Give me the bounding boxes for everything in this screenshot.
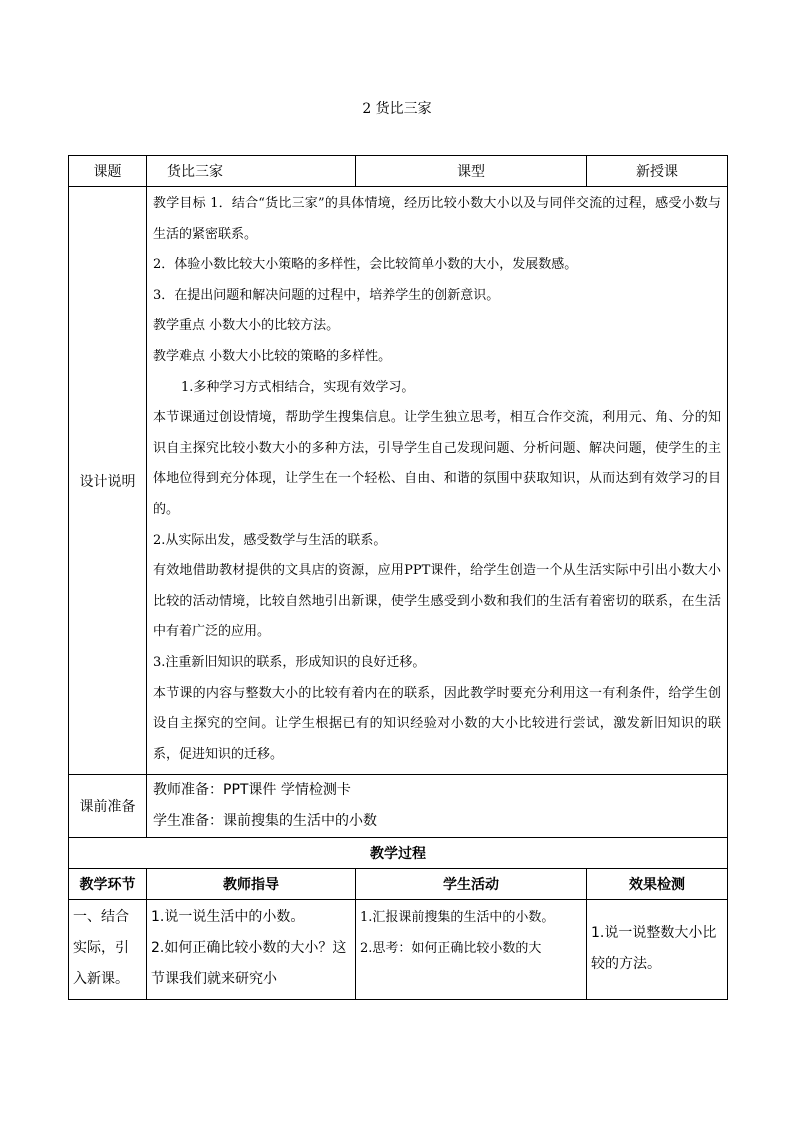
- design-line: 1.多种学习方式相结合，实现有效学习。: [181, 379, 415, 395]
- teacher-prep: 教师准备：PPT课件 学情检测卡: [153, 782, 351, 799]
- teacher-guidance-cell: [147, 900, 356, 1000]
- effect-check-cell: 1.说一说整数大小比较的方法。: [587, 900, 728, 1000]
- column-header-student: 学生活动: [356, 869, 587, 900]
- design-content: [147, 187, 728, 775]
- design-line: 有效地借助教材提供的文具店的资源，应用PPT课件，给学生创造一个从生活实际中引出小数大小比较的活动情境，比较自然地引出新课，使学生感受到小数和我们的生活有着密切的联系，在生活中有着广泛的应用。: [153, 563, 721, 640]
- design-line: 教学目标 1．结合“货比三家”的具体情境，经历比较小数大小以及与同伴交流的过程，感受小数与生活的紧密联系。: [153, 196, 721, 242]
- process-title-row: [69, 838, 728, 869]
- prep-row: [69, 775, 728, 838]
- type-value: 新授课: [587, 156, 728, 187]
- stage-cell: 一、结合实际，引入新课。: [69, 900, 147, 1000]
- design-line: 3.注重新旧知识的联系，形成知识的良好迁移。: [153, 654, 426, 670]
- student-prep: 学生准备：课前搜集的生活中的小数: [153, 813, 377, 830]
- design-line: 2．体验小数比较大小策略的多样性，会比较简单小数的大小，发展数感。: [153, 257, 578, 273]
- design-line: 2.从实际出发，感受数学与生活的联系。: [153, 532, 387, 548]
- process-title: 教学过程: [69, 838, 728, 869]
- design-line: 教学重点 小数大小的比较方法。: [153, 318, 340, 334]
- process-row: [69, 900, 728, 1000]
- column-header-teacher: 教师指导: [147, 869, 356, 900]
- lesson-plan-table: [68, 155, 728, 1000]
- header-row: [69, 156, 728, 187]
- student-step: 1.汇报课前搜集的生活中的小数。: [360, 910, 555, 926]
- teacher-step: 2.如何正确比较小数的大小？这节课我们就来研究小: [151, 940, 347, 988]
- type-label: 课型: [356, 156, 587, 187]
- student-activity-cell: [356, 900, 587, 1000]
- design-line: 教学难点 小数大小比较的策略的多样性。: [153, 348, 392, 364]
- design-row: [69, 187, 728, 775]
- design-line: 本节课的内容与整数大小的比较有着内在的联系，因此教学时要充分利用这一有利条件，给学生创设自主探究的空间。让学生根据已有的知识经验对小数的大小比较进行尝试，激发新旧知识的联系，促进知识的迁移。: [153, 685, 721, 762]
- document-title: 2 货比三家: [362, 101, 432, 117]
- column-header-stage: 教学环节: [69, 869, 147, 900]
- design-line: 本节课通过创设情境，帮助学生搜集信息。让学生独立思考，相互合作交流，利用元、角、分的知识自主探究比较小数大小的多种方法，引导学生自己发现问题、分析问题、解决问题，使学生的主体地位得到充分体现，让学生在一个轻松、自由、和谐的氛围中获取知识，从而达到有效学习的目的。: [153, 410, 721, 517]
- student-step: 2.思考：如何正确比较小数的大: [360, 941, 542, 957]
- column-header-check: 效果检测: [587, 869, 728, 900]
- design-label: 设计说明: [69, 187, 147, 775]
- topic-label: 课题: [69, 156, 147, 187]
- prep-content: [147, 775, 728, 838]
- prep-label: 课前准备: [69, 775, 147, 838]
- design-line: 3．在提出问题和解决问题的过程中，培养学生的创新意识。: [153, 287, 500, 303]
- teacher-step: 1.说一说生活中的小数。: [151, 909, 305, 926]
- topic-value: 货比三家: [147, 156, 356, 187]
- process-header-row: [69, 869, 728, 900]
